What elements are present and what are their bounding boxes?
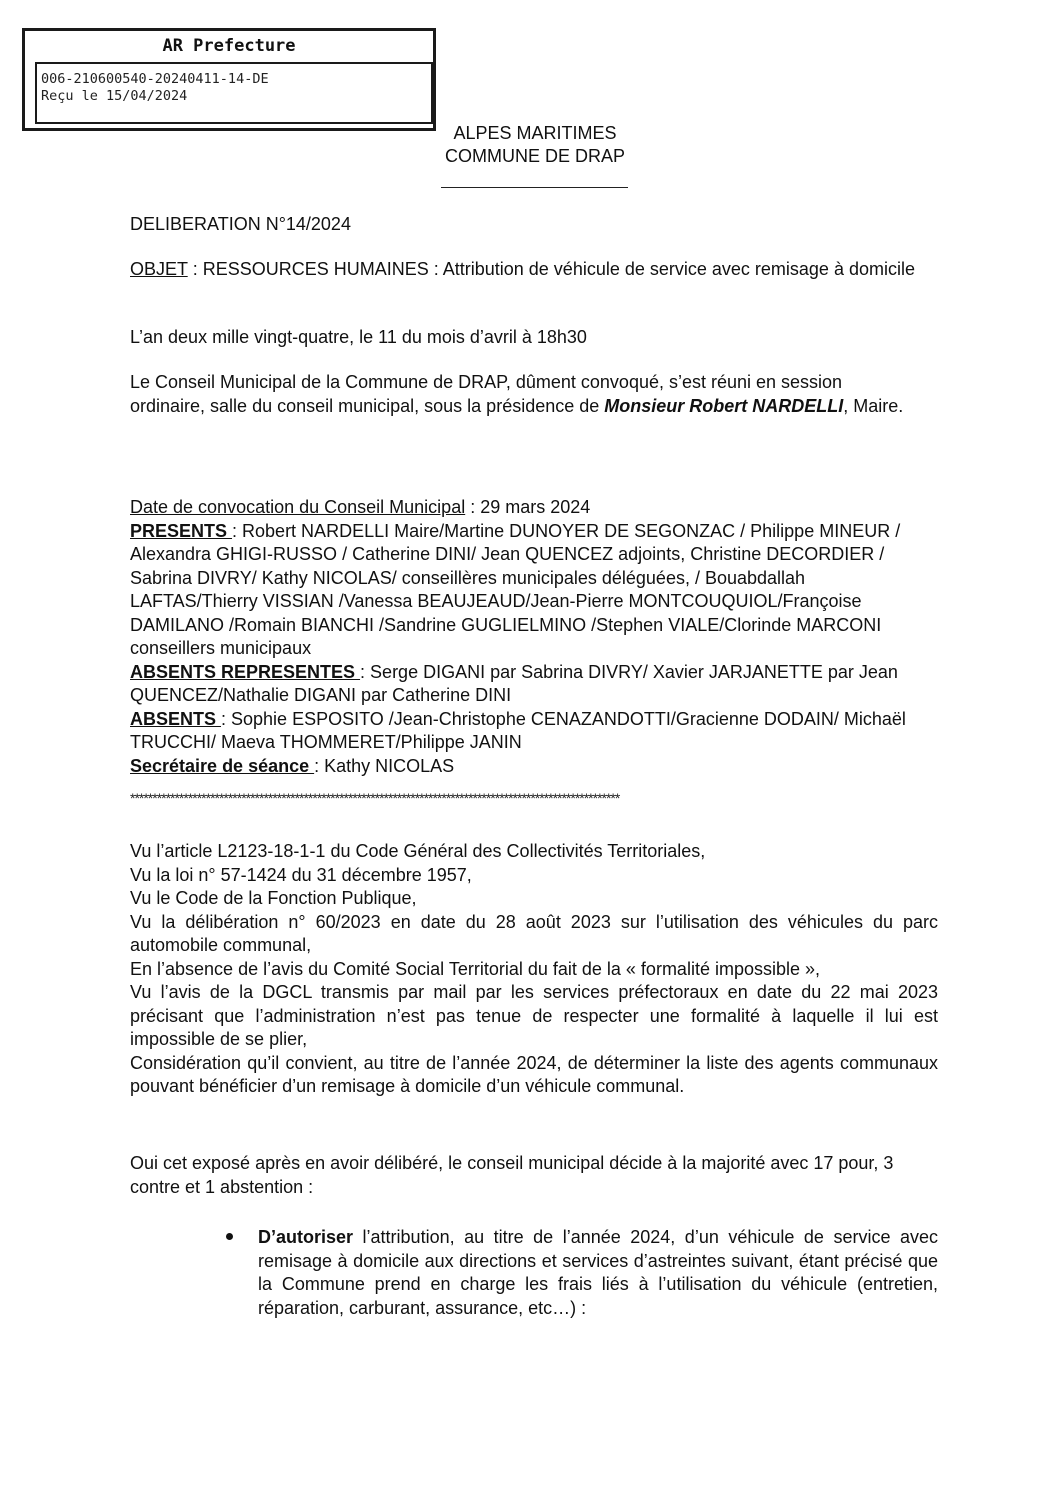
visa-item: Vu l’avis de la DGCL transmis par mail par les services préfectoraux en date du 22 mai 2023 précisant que l’administration n’est pas tenue de respecter une formalité à laquelle il lui est impossible de se plier, [130,982,938,1049]
convocation-date: : 29 mars 2024 [465,497,591,517]
decision-bullet-label: D’autoriser [258,1227,354,1247]
secretary-line [130,755,925,779]
convocation-label: Date de convocation du Conseil Municipal [130,497,466,517]
presents-label: PRESENTS [130,520,233,541]
meeting-date: L’an deux mille vingt-quatre, le 11 du mois d’avril à 18h30 [130,327,587,347]
prefecture-stamp [22,28,436,131]
document-header [430,122,640,168]
represented-line [130,661,925,708]
visas-block [130,840,938,1099]
objet-label: OBJET [130,259,188,279]
visa-item: Vu la loi n° 57-1424 du 31 décembre 1957, [130,864,472,885]
deliberation-number: DELIBERATION N°14/2024 [130,214,351,234]
presents-line [130,520,925,661]
stamp-details [35,62,433,124]
stamp-reference: 006-210600540-20240411-14-DE [41,71,269,87]
intro-text: Le Conseil Municipal de la Commune de DRAP, dûment convoqué, s’est réuni en session ordinaire, salle du conseil municipal, sous la présidence de [130,372,843,416]
objet-text: : RESSOURCES HUMAINES : Attribution de véhicule de service avec remisage à domicile [187,259,915,279]
represented-list: : Serge DIGANI par Sabrina DIVRY/ Xavier JARJANETTE par Jean QUENCEZ/Nathalie DIGANI par Catherine DINI [130,661,898,705]
stamp-title: AR Prefecture [162,36,296,56]
bullet-icon [226,1233,233,1240]
intro-end: , Maire. [843,395,904,416]
president-name: Monsieur Robert NARDELLI [604,395,844,416]
convocation-line [130,496,925,520]
department-name: ALPES MARITIMES [453,123,617,143]
visa-item: En l’absence de l’avis du Comité Social Territorial du fait de la « formalité impossible », [130,958,821,979]
absents-label: ABSENTS [130,708,222,729]
stamp-received-date: Reçu le 15/04/2024 [41,88,188,104]
decision-bullet [258,1226,938,1320]
intro-paragraph [130,371,920,418]
decision-bullet-text: l’attribution, au titre de l’année 2024, d’un véhicule de service avec remisage à domicile aux directions et services d’astreintes suivant, étant précisé que la Commune prend en charge les frais liés à l’utilisation du véhicule (entretien, réparation, carburant, assurance, etc…) : [258,1227,938,1318]
attendance-block [130,496,925,778]
asterisk-separator: ************************************************************************************************************** [130,790,620,806]
visa-item: Vu le Code de la Fonction Publique, [130,888,417,908]
vote-paragraph: Oui cet exposé après en avoir délibéré, le conseil municipal décide à la majorité avec 17 pour, 3 contre et 1 abstention : [130,1153,894,1197]
presents-list: : Robert NARDELLI Maire/Martine DUNOYER DE SEGONZAC / Philippe MINEUR / Alexandra GHIGI-RUSSO / Catherine DINI/ Jean QUENCEZ adjoints, Christine DECORDIER / Sabrina DIVRY/ Kathy NICOLAS/ conseillères municipales déléguées, / Bouabdallah LAFTAS/Thierry VISSIAN /Vanessa BEAUJEAUD/Jean-Pierre MONTCOUQUIOL/Françoise DAMILANO /Romain BIANCHI /Sandrine GUGLIELMINO /Stephen VIALE/Clorinde MARCONI conseillers municipaux [130,520,901,658]
header-divider [441,187,628,188]
represented-label: ABSENTS REPRESENTES [130,661,361,682]
absents-line [130,708,925,755]
commune-name: COMMUNE DE DRAP [444,146,625,166]
absents-list: : Sophie ESPOSITO /Jean-Christophe CENAZANDOTTI/Gracienne DODAIN/ Michaël TRUCCHI/ Maeva THOMMERET/Philippe JANIN [130,708,906,752]
secretary-name: : Kathy NICOLAS [314,755,455,776]
visa-item: Vu l’article L2123-18-1-1 du Code Général des Collectivités Territoriales, [130,841,706,861]
objet-paragraph [130,258,930,282]
visa-item: Considération qu’il convient, au titre de l’année 2024, de déterminer la liste des agents communaux pouvant bénéficier d’un remisage à domicile d’un véhicule communal. [130,1052,938,1096]
visa-item: Vu la délibération n° 60/2023 en date du 28 août 2023 sur l’utilisation des véhicules du parc automobile communal, [130,911,938,955]
secretary-label: Secrétaire de séance [130,755,315,776]
